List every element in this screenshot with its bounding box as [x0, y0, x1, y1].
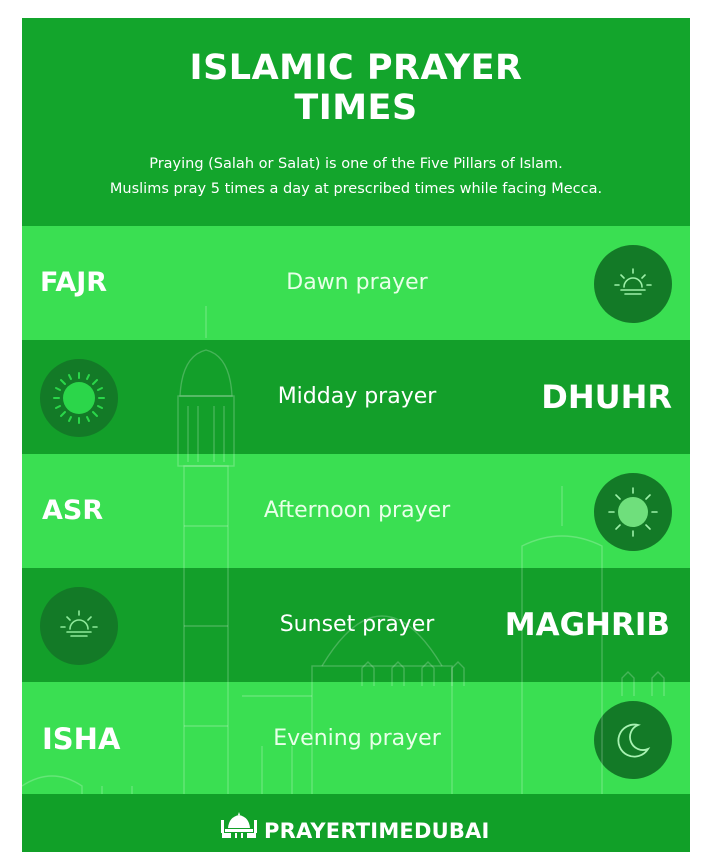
- mosque-icon: [220, 810, 258, 840]
- title-line-2: TIMES: [294, 88, 418, 128]
- prayer-row-isha: [22, 682, 690, 796]
- sun-icon: [594, 473, 672, 551]
- prayer-name: ISHA: [42, 722, 121, 756]
- prayer-name: FAJR: [40, 267, 108, 298]
- sun-icon: [40, 359, 118, 437]
- prayer-description: Dawn prayer: [286, 270, 428, 295]
- prayer-description: Sunset prayer: [279, 612, 435, 637]
- prayer-row-maghrib: [22, 568, 690, 682]
- prayer-description: Afternoon prayer: [263, 498, 451, 523]
- subtitle: [22, 152, 690, 202]
- sunset-icon: [40, 587, 118, 665]
- prayer-row-fajr: [22, 226, 690, 340]
- title-line-1: ISLAMIC PRAYER: [189, 48, 523, 88]
- prayer-row-asr: [22, 454, 690, 568]
- prayer-description: Midday prayer: [277, 384, 437, 409]
- prayer-times-card: [22, 18, 690, 852]
- header: [22, 18, 690, 226]
- prayer-row-dhuhr: [22, 340, 690, 454]
- sunrise-icon: [594, 245, 672, 323]
- subtitle-line-2: Muslims pray 5 times a day at prescribed times while facing Mecca.: [109, 181, 603, 197]
- prayer-name: MAGHRIB: [504, 607, 670, 643]
- prayer-name: ASR: [42, 495, 104, 526]
- crescent-moon-icon: [594, 701, 672, 779]
- prayer-name: DHUHR: [541, 378, 672, 416]
- subtitle-line-1: Praying (Salah or Salat) is one of the Five Pillars of Islam.: [149, 156, 563, 172]
- prayer-description: Evening prayer: [273, 726, 441, 751]
- page-title: [22, 48, 690, 128]
- brand-name: PRAYERTIMEDUBAI: [264, 819, 490, 843]
- footer: [22, 794, 690, 852]
